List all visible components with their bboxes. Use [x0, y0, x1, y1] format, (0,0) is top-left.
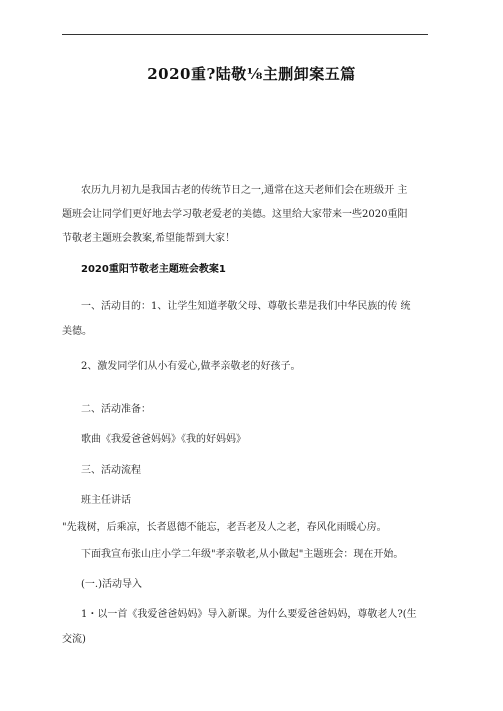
- document-title: 2020重?陆敬⅛主删卸案五篇: [147, 65, 356, 83]
- header-rule: [62, 34, 428, 35]
- paragraph-line: 三、活动流程: [81, 465, 141, 476]
- paragraph-line: 2、激发同学们从小有爱心,做孝亲敬老的好孩子。: [81, 361, 301, 372]
- paragraph-line: 一、活动目的：1、让学生知道孝敬父母、尊敬长辈是我们中华民族的传 统: [81, 301, 411, 312]
- paragraph-line: 美德。: [62, 326, 92, 337]
- intro-line-3: 节敬老主题班会教案,希望能帮到大家！: [62, 233, 236, 244]
- section-heading: 2020重阳节敬老主题班会教案1: [81, 264, 226, 275]
- paragraph-line: 1・以一首《我爱爸爸妈妈》导入新课。为什么要爱爸爸妈妈，尊敬老人?(生: [81, 609, 417, 620]
- paragraph-line: 下面我宣布张山庄小学二年级"孝亲敬老,从小做起"主题班会：现在开始。: [81, 549, 404, 560]
- intro-line-2: 题班会让同学们更好地去学习敬老爱老的美德。这里给大家带来一些2020重阳: [62, 209, 408, 220]
- paragraph-line: (一.)活动导入: [81, 579, 142, 590]
- paragraph-line: 交流): [62, 634, 86, 645]
- paragraph-line: 二、活动准备：: [81, 404, 151, 415]
- paragraph-line: 歌曲《我爱爸爸妈妈》《我的好妈妈》: [81, 434, 246, 445]
- paragraph-line: "先栽树，后乘凉，长者恩德不能忘，老吾老及人之老，春风化雨暖心房。: [62, 522, 387, 533]
- intro-line-1: 农历九月初九是我国古老的传统节日之一,通常在这天老师们会在班级开 主: [81, 185, 408, 196]
- paragraph-line: 班主任讲话: [81, 495, 131, 506]
